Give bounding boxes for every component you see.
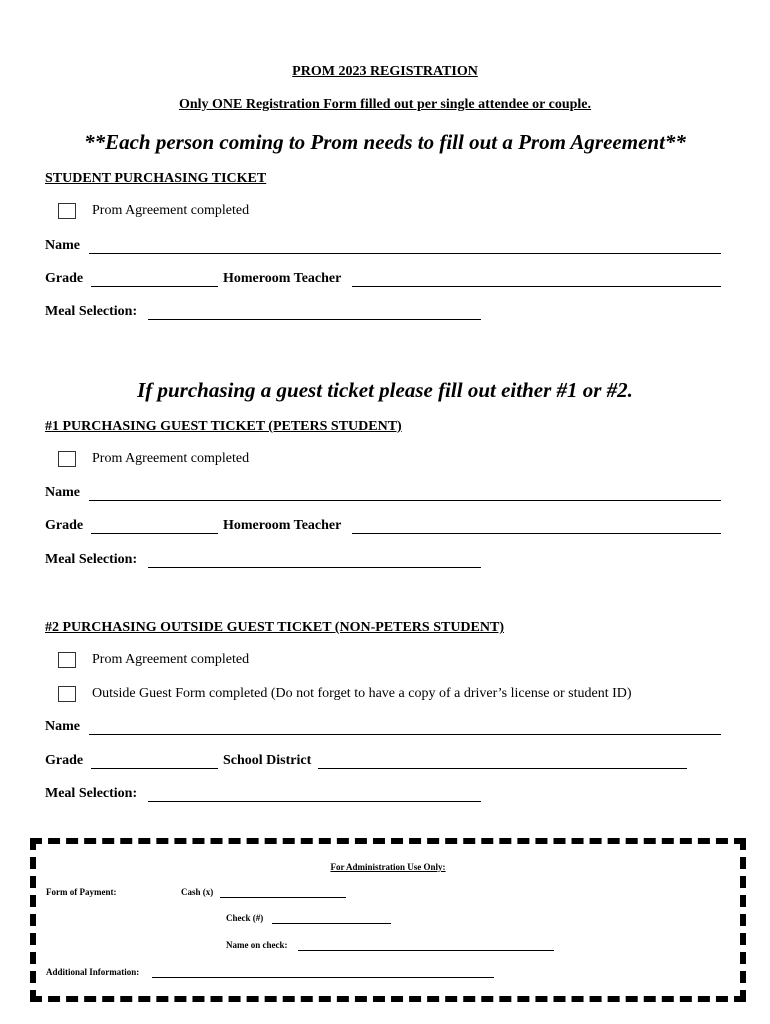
guest-instruction: If purchasing a guest ticket please fill out either #1 or #2. (137, 378, 633, 402)
name-on-check-field[interactable] (298, 950, 554, 951)
student-homeroom-field[interactable] (352, 286, 721, 287)
guest2-name-field[interactable] (89, 734, 721, 735)
student-name-label: Name (45, 238, 80, 253)
page-title: PROM 2023 REGISTRATION (292, 64, 478, 79)
guest2-outside-form-checkbox[interactable] (58, 686, 76, 702)
guest1-homeroom-field[interactable] (352, 533, 721, 534)
student-grade-field[interactable] (91, 286, 218, 287)
guest1-homeroom-label: Homeroom Teacher (223, 518, 342, 533)
guest1-agreement-checkbox[interactable] (58, 451, 76, 467)
guest2-agreement-row[interactable] (58, 652, 249, 668)
student-agreement-checkbox[interactable] (58, 203, 76, 219)
student-homeroom-label: Homeroom Teacher (223, 271, 342, 286)
guest1-name-label: Name (45, 485, 80, 500)
form-of-payment-label: Form of Payment: (46, 887, 117, 897)
cash-label: Cash (x) (181, 887, 214, 897)
guest2-district-label: School District (223, 753, 312, 768)
additional-info-label: Additional Information: (46, 967, 140, 977)
guest2-outside-form-row[interactable] (58, 686, 632, 702)
guest2-grade-label: Grade (45, 753, 84, 768)
guest2-grade-field[interactable] (91, 768, 218, 769)
admin-title: For Administration Use Only: (330, 862, 446, 872)
guest1-grade-label: Grade (45, 518, 84, 533)
guest1-section-heading: #1 PURCHASING GUEST TICKET (PETERS STUDENT) (45, 419, 402, 434)
guest2-meal-label: Meal Selection: (45, 786, 138, 801)
student-meal-field[interactable] (148, 319, 481, 320)
student-name-field[interactable] (89, 253, 721, 254)
guest1-grade-field[interactable] (91, 533, 218, 534)
guest1-meal-field[interactable] (148, 567, 481, 568)
cash-field[interactable] (220, 897, 346, 898)
guest1-meal-label: Meal Selection: (45, 552, 138, 567)
guest2-meal-field[interactable] (148, 801, 481, 802)
additional-info-field[interactable] (152, 977, 494, 978)
student-agreement-label: Prom Agreement completed (92, 203, 250, 218)
name-on-check-label: Name on check: (226, 940, 288, 950)
guest2-name-label: Name (45, 719, 80, 734)
check-field[interactable] (272, 923, 391, 924)
admin-use-box (30, 838, 746, 1002)
guest1-name-field[interactable] (89, 500, 721, 501)
student-grade-label: Grade (45, 271, 84, 286)
student-section-heading: STUDENT PURCHASING TICKET (45, 171, 267, 186)
student-meal-label: Meal Selection: (45, 304, 138, 319)
agreement-notice: **Each person coming to Prom needs to fill out a Prom Agreement** (84, 130, 686, 154)
guest2-agreement-checkbox[interactable] (58, 652, 76, 668)
guest2-section-heading: #2 PURCHASING OUTSIDE GUEST TICKET (NON-PETERS STUDENT) (45, 620, 504, 635)
guest2-outside-form-label: Outside Guest Form completed (Do not forget to have a copy of a driver’s license or student ID) (92, 686, 632, 701)
guest1-agreement-label: Prom Agreement completed (92, 451, 250, 466)
guest2-district-field[interactable] (318, 768, 687, 769)
student-agreement-row[interactable] (58, 203, 249, 219)
check-label: Check (#) (226, 913, 264, 923)
guest1-agreement-row[interactable] (58, 451, 249, 467)
page-subtitle: Only ONE Registration Form filled out per single attendee or couple. (178, 97, 592, 112)
guest2-agreement-label: Prom Agreement completed (92, 652, 250, 667)
